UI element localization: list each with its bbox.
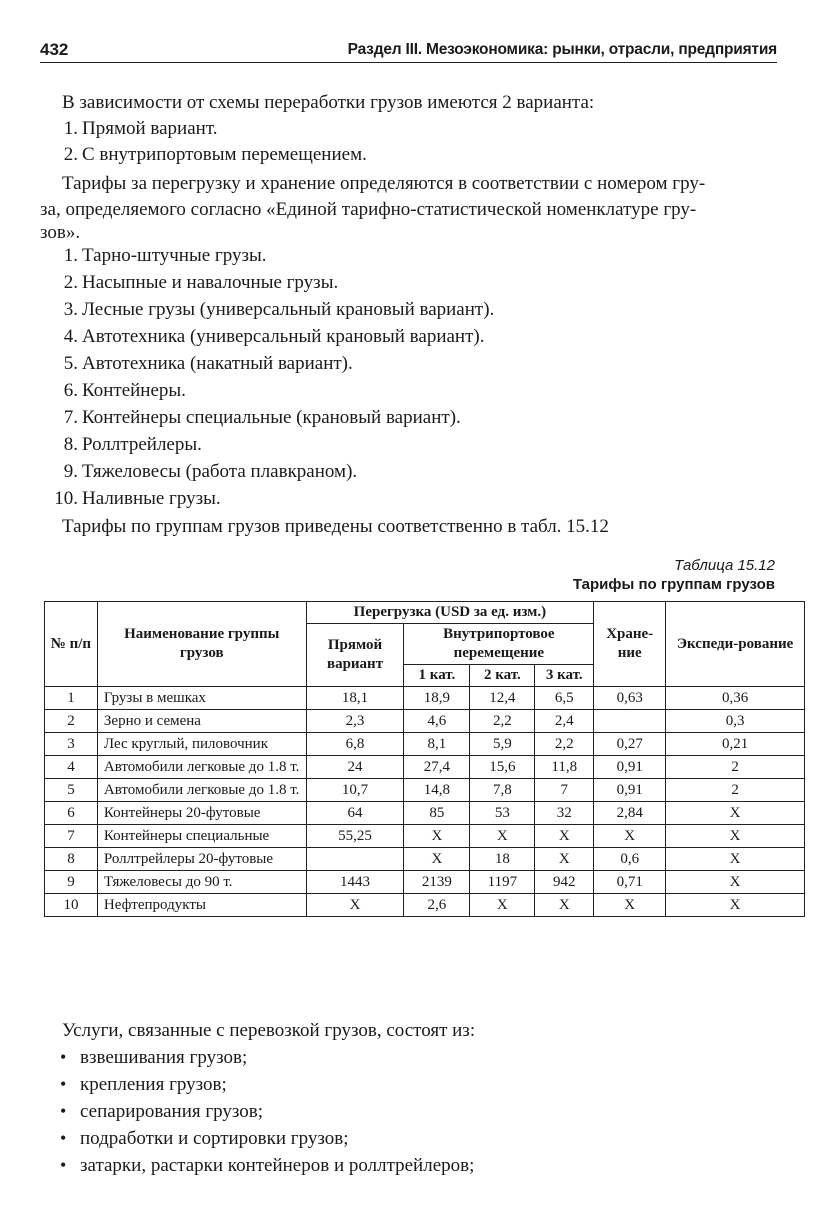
direct-value: 24 (306, 756, 404, 779)
group-name: Лес круглый, пиловочник (97, 733, 306, 756)
cargo-group-item (46, 459, 357, 485)
cargo-group-number: 9. (63, 461, 78, 482)
row-number: 7 (45, 825, 98, 848)
cat2-value: X (470, 825, 535, 848)
cat3-value: X (535, 894, 594, 917)
cat2-value: 18 (470, 848, 535, 871)
variant-text: С внутрипортовым перемещением. (82, 144, 367, 165)
row-number: 6 (45, 802, 98, 825)
cargo-group-item (46, 405, 461, 431)
table-number: Таблица 15.12 (674, 557, 775, 574)
storage-value: X (594, 894, 666, 917)
table-row (45, 687, 805, 710)
storage-value: 0,27 (594, 733, 666, 756)
cargo-group-number: 4. (63, 326, 78, 347)
service-item (60, 1125, 348, 1152)
cargo-group-number: 6. (63, 380, 78, 401)
expedition-value: 0,36 (666, 687, 805, 710)
cargo-group-number: 10. (54, 488, 78, 509)
variant-number: 1. (63, 118, 78, 139)
cat3-value: X (535, 825, 594, 848)
table-reference: Тарифы по группам грузов приведены соответственно в табл. 15.12 (62, 516, 609, 537)
cargo-group-item (46, 378, 186, 404)
service-item (60, 1152, 474, 1179)
cargo-group-text: Насыпные и навалочные грузы. (82, 272, 339, 293)
variant-number: 2. (63, 144, 78, 165)
group-name: Автомобили легковые до 1.8 т. (97, 756, 306, 779)
page-number: 432 (40, 40, 69, 59)
group-name: Тяжеловесы до 90 т. (97, 871, 306, 894)
header-expedition: Экспеди-рование (666, 602, 805, 687)
header-category-2: 2 кат. (470, 665, 535, 687)
cat1-value: 2,6 (404, 894, 470, 917)
table-row (45, 825, 805, 848)
header-group-name: Наименование группы грузов (97, 602, 306, 687)
cat3-value: 2,2 (535, 733, 594, 756)
expedition-value: X (666, 871, 805, 894)
service-text: крепления грузов; (80, 1074, 227, 1095)
header-storage: Хране-ние (594, 602, 666, 687)
header-category-3: 3 кат. (535, 665, 594, 687)
cargo-group-number: 1. (63, 245, 78, 266)
cargo-group-item (46, 243, 266, 269)
cat3-value: 942 (535, 871, 594, 894)
cat1-value: X (404, 848, 470, 871)
intro-paragraph: В зависимости от схемы переработки грузов имеются 2 варианта: (62, 92, 595, 113)
group-name: Автомобили легковые до 1.8 т. (97, 779, 306, 802)
direct-value: 55,25 (306, 825, 404, 848)
direct-value: 6,8 (306, 733, 404, 756)
cat2-value: X (470, 894, 535, 917)
cargo-group-text: Автотехника (универсальный крановый вариант). (82, 326, 485, 347)
group-name: Нефтепродукты (97, 894, 306, 917)
tariffs-table (44, 601, 805, 917)
storage-value: 0,91 (594, 756, 666, 779)
tariff-paragraph-line-3: зов». (40, 222, 81, 243)
row-number: 5 (45, 779, 98, 802)
tariff-paragraph-line-1: Тарифы за перегрузку и хранение определяются в соответствии с номером гру- (62, 173, 706, 194)
header-direct-variant: Прямой вариант (306, 624, 404, 687)
group-name: Контейнеры 20-футовые (97, 802, 306, 825)
table-row (45, 802, 805, 825)
expedition-value: 0,3 (666, 710, 805, 733)
row-number: 3 (45, 733, 98, 756)
table-row (45, 756, 805, 779)
bullet-icon: • (60, 1155, 67, 1175)
cat3-value: 2,4 (535, 710, 594, 733)
cargo-group-item (46, 486, 221, 512)
cargo-group-item (46, 432, 202, 458)
cat1-value: 85 (404, 802, 470, 825)
cargo-group-text: Контейнеры. (82, 380, 186, 401)
cargo-group-text: Тарно-штучные грузы. (82, 245, 267, 266)
table-row (45, 710, 805, 733)
table-row (45, 871, 805, 894)
cat3-value: 6,5 (535, 687, 594, 710)
cat2-value: 1197 (470, 871, 535, 894)
cat1-value: 27,4 (404, 756, 470, 779)
cat2-value: 15,6 (470, 756, 535, 779)
services-intro: Услуги, связанные с перевозкой грузов, состоят из: (62, 1020, 476, 1041)
cat3-value: X (535, 848, 594, 871)
group-name: Контейнеры специальные (97, 825, 306, 848)
row-number: 1 (45, 687, 98, 710)
direct-value (306, 848, 404, 871)
cat2-value: 53 (470, 802, 535, 825)
cargo-group-number: 7. (63, 407, 78, 428)
service-item (60, 1044, 247, 1071)
expedition-value: 0,21 (666, 733, 805, 756)
service-item (60, 1071, 227, 1098)
storage-value: 0,71 (594, 871, 666, 894)
cat1-value: X (404, 825, 470, 848)
table-body (45, 687, 805, 917)
cat2-value: 2,2 (470, 710, 535, 733)
header-number: № п/п (45, 602, 98, 687)
direct-value: 64 (306, 802, 404, 825)
row-number: 9 (45, 871, 98, 894)
variant-text: Прямой вариант. (82, 118, 218, 139)
storage-value: X (594, 825, 666, 848)
cat2-value: 7,8 (470, 779, 535, 802)
direct-value: 2,3 (306, 710, 404, 733)
cat3-value: 11,8 (535, 756, 594, 779)
storage-value: 0,91 (594, 779, 666, 802)
table-row (45, 733, 805, 756)
row-number: 4 (45, 756, 98, 779)
cargo-group-number: 3. (63, 299, 78, 320)
variant-item-2 (56, 142, 367, 168)
table-title: Тарифы по группам грузов (572, 576, 775, 593)
expedition-value: 2 (666, 779, 805, 802)
direct-value: 18,1 (306, 687, 404, 710)
service-item (60, 1098, 263, 1125)
cat1-value: 14,8 (404, 779, 470, 802)
row-number: 10 (45, 894, 98, 917)
cargo-group-number: 5. (63, 353, 78, 374)
direct-value: 10,7 (306, 779, 404, 802)
table-row (45, 848, 805, 871)
direct-value: 1443 (306, 871, 404, 894)
cargo-group-number: 2. (63, 272, 78, 293)
row-number: 2 (45, 710, 98, 733)
header-internal-movement: Внутрипортовое перемещение (404, 624, 594, 665)
storage-value: 2,84 (594, 802, 666, 825)
expedition-value: X (666, 802, 805, 825)
cargo-group-text: Автотехника (накатный вариант). (82, 353, 353, 374)
expedition-value: X (666, 894, 805, 917)
expedition-value: X (666, 825, 805, 848)
cat1-value: 8,1 (404, 733, 470, 756)
service-text: подработки и сортировки грузов; (80, 1128, 349, 1149)
direct-value: X (306, 894, 404, 917)
group-name: Зерно и семена (97, 710, 306, 733)
cat3-value: 7 (535, 779, 594, 802)
bullet-icon: • (60, 1101, 67, 1121)
running-head: Раздел III. Мезоэкономика: рынки, отрасли, предприятия (347, 41, 777, 58)
service-text: затарки, растарки контейнеров и роллтрейлеров; (80, 1155, 475, 1176)
storage-value (594, 710, 666, 733)
cargo-group-item (46, 297, 494, 323)
bullet-icon: • (60, 1128, 67, 1148)
header-transshipment: Перегрузка (USD за ед. изм.) (306, 602, 594, 624)
cargo-group-text: Тяжеловесы (работа плавкраном). (82, 461, 358, 482)
bullet-icon: • (60, 1074, 67, 1094)
tariff-paragraph-line-2: за, определяемого согласно «Единой тарифно-статистической номенклатуре гру- (40, 199, 697, 220)
service-text: взвешивания грузов; (80, 1047, 248, 1068)
page-header (40, 38, 777, 63)
variant-item-1 (56, 116, 217, 142)
service-text: сепарирования грузов; (80, 1101, 264, 1122)
cat1-value: 4,6 (404, 710, 470, 733)
cat2-value: 12,4 (470, 687, 535, 710)
group-name: Грузы в мешках (97, 687, 306, 710)
cat3-value: 32 (535, 802, 594, 825)
cargo-group-item (46, 270, 338, 296)
cargo-group-text: Роллтрейлеры. (82, 434, 202, 455)
table-row (45, 894, 805, 917)
cargo-group-text: Лесные грузы (универсальный крановый вариант). (82, 299, 495, 320)
expedition-value: 2 (666, 756, 805, 779)
storage-value: 0,6 (594, 848, 666, 871)
table-row (45, 779, 805, 802)
cargo-group-item (46, 351, 353, 377)
cat2-value: 5,9 (470, 733, 535, 756)
row-number: 8 (45, 848, 98, 871)
cat1-value: 18,9 (404, 687, 470, 710)
storage-value: 0,63 (594, 687, 666, 710)
cat1-value: 2139 (404, 871, 470, 894)
cargo-group-item (46, 324, 484, 350)
cargo-group-text: Контейнеры специальные (крановый вариант). (82, 407, 461, 428)
expedition-value: X (666, 848, 805, 871)
cargo-group-number: 8. (63, 434, 78, 455)
bullet-icon: • (60, 1047, 67, 1067)
header-category-1: 1 кат. (404, 665, 470, 687)
group-name: Роллтрейлеры 20-футовые (97, 848, 306, 871)
cargo-group-text: Наливные грузы. (82, 488, 221, 509)
